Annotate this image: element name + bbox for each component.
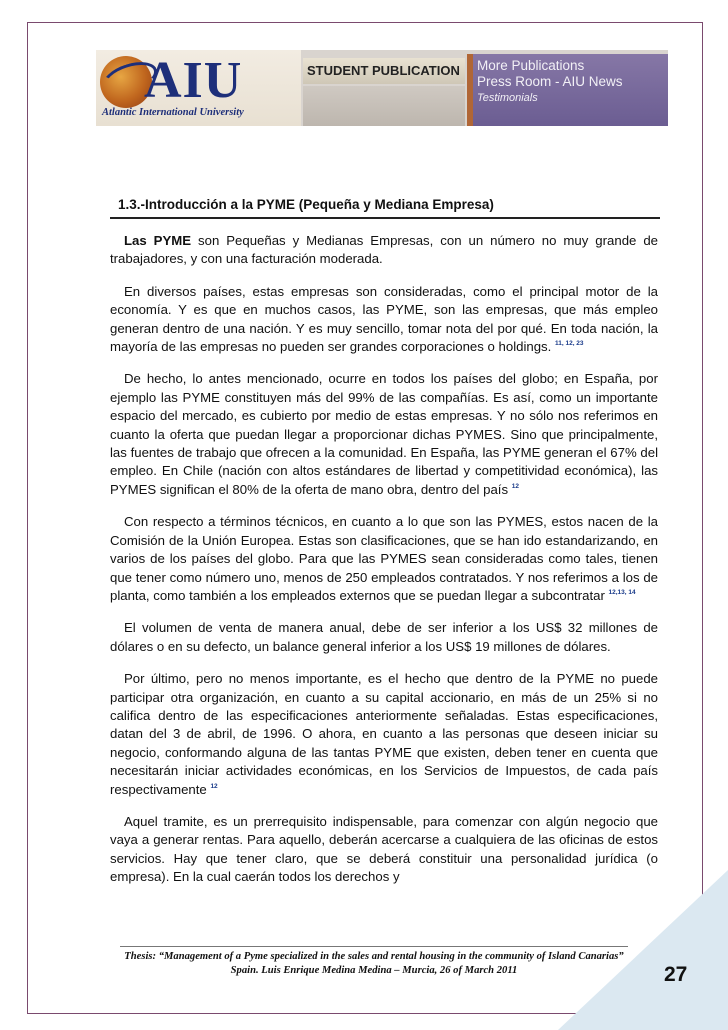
footer-citation (84, 950, 664, 978)
paragraph-text: Por último, pero no menos importante, es el hecho que dentro de la PYME no puede participar otra organización, en cuanto a su capital accionario, en más de un 25% si no califica dentro de las especificaciones anteriormente señaladas. Estas especificaciones, datan del 3 de abril, de 1996. O ahora, en cuanto a las personas que deseen iniciar su negocio, conformando alguna de las tantas PYME que existen, deben tener en cuenta que necesitarán iniciar actividades económicas, en los Servicios de Impuestos, de cada país respectivamente (110, 671, 658, 797)
paragraph (110, 670, 658, 799)
section-heading: 1.3.-Introducción a la PYME (Pequeña y Mediana Empresa) (118, 197, 494, 212)
paragraph (110, 813, 658, 887)
footer-line-1: Thesis: “Management of a Pyme specialized in the sales and rental housing in the community of Island Canarias” (124, 951, 624, 962)
reference-marker: 12 (511, 482, 519, 490)
banner-nav (467, 54, 668, 126)
page-number: 27 (664, 963, 688, 986)
nav-press-room[interactable]: Press Room - AIU News (477, 74, 623, 89)
heading-divider (110, 217, 660, 219)
nav-testimonials[interactable]: Testimonials (477, 92, 538, 104)
footer-line-2: Spain. Luis Enrique Medina Medina – Murcia, 26 of March 2011 (230, 965, 518, 976)
reference-marker: 11, 12, 23 (554, 340, 584, 348)
aiu-banner (96, 50, 668, 126)
footer-divider (120, 946, 628, 947)
paragraph (110, 370, 658, 499)
reference-marker: 12 (210, 782, 218, 790)
paragraph-text: Con respecto a términos técnicos, en cuanto a lo que son las PYMES, estos nacen de la Comisión de la Unión Europea. Estas son clasificaciones, que se han ido estandarizando, en varios de los países del globo. Para que las PYMES sean consideradas como tales, tienen que tener como número uno, menos de 250 empleados contratados. Y nos referimos a los de planta, como también a los empleados externos que se puedan llegar a subcontratar (110, 514, 658, 603)
paragraph-text: son Pequeñas y Medianas Empresas, con un número no muy grande de trabajadores, y con una facturación moderada. (110, 233, 658, 267)
nav-more-publications[interactable]: More Publications (477, 58, 585, 73)
banner-strip (303, 86, 465, 126)
reference-marker: 12,13, 14 (608, 588, 636, 596)
paragraph-text: Aquel tramite, es un prerrequisito indispensable, para comenzar con algún negocio que vaya a generar rentas. Para aquello, deberán acercarse a cualquiera de las oficinas de estos servicios. Hay que tener claro, que se deberá constituir una personalidad jurídica (o empresa). En la cual caerán todos los derechos y (110, 813, 658, 885)
logo-subtitle: Atlantic International University (102, 107, 244, 118)
paragraph-lead: Las PYME (124, 233, 192, 248)
paragraph (110, 619, 658, 656)
paragraph (110, 513, 658, 605)
body-text (110, 232, 658, 901)
paragraph (110, 283, 658, 357)
aiu-logo[interactable] (96, 50, 301, 126)
logo-text: AIU (144, 52, 243, 109)
paragraph-text: En diversos países, estas empresas son consideradas, como el principal motor de la economía. Y es que en muchos casos, las PYME, son las empresas, que más empleo generan dentro de una nación. Y es muy sencillo, tomar nota del por qué. En toda nación, la mayoría de las empresas no pueden ser grandes corporaciones o holdings. (110, 283, 658, 355)
paragraph (110, 232, 658, 269)
paragraph-text: De hecho, lo antes mencionado, ocurre en todos los países del globo; en España, por ejemplo las PYME constituyen más del 99% de las compañías. Es así, como un importante espacio del mercado, es cubierto por medio de estas empresas. Y no sólo nos referimos en cuanto la oferta que puedan llegar a proporcionar dichas PYMES. Sino que principalmente, las fuentes de trabajo que ofrecen a la comunidad. En España, las PYME generan el 67% del empleo. En Chile (nación con altos estándares de libertad y competitividad económica), las PYMES significan el 80% de la oferta de mano obra, dentro del país (110, 371, 658, 497)
paragraph-text: El volumen de venta de manera anual, debe de ser inferior a los US$ 32 millones de dólares o en su defecto, un balance general inferior a los US$ 19 millones de dólares. (110, 620, 658, 654)
student-publication-label: STUDENT PUBLICATION (303, 58, 465, 84)
